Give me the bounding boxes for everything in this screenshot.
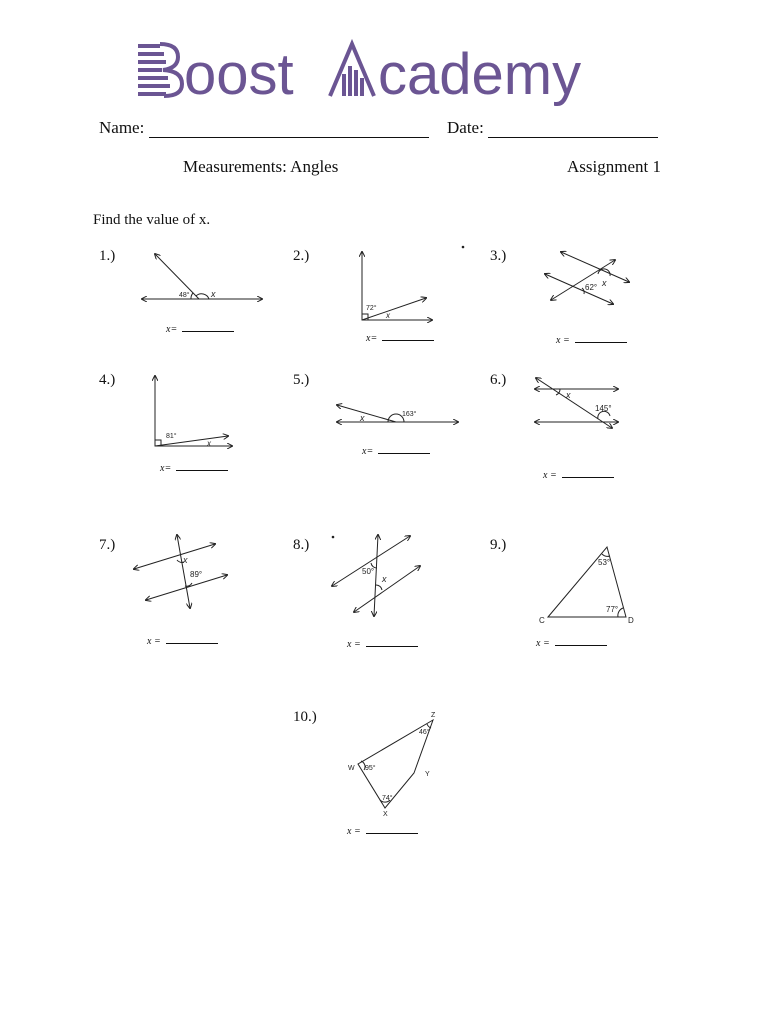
label: x [207,439,211,448]
problem-4-number: 4.) [99,372,116,388]
problem-3-number: 3.) [490,248,507,264]
label: 46° [419,729,430,736]
answer-label: x = [543,470,557,481]
problem-4-figure [155,376,232,448]
label: 53° [598,558,611,567]
label: C [539,616,545,625]
problem-7-figure [134,535,227,608]
problem-3-figure [545,252,629,304]
answer-label: x = [536,638,550,649]
problem-5-figure [337,405,458,423]
label: Y [425,771,430,778]
logo-wordmark-cademy: cademy [378,42,582,107]
answer-label: x= [362,446,374,457]
problem-8-figure [332,535,420,616]
label: 62° [585,283,598,292]
subject-title: Measurements: Angles [183,157,339,176]
date-label: Date: [447,118,484,137]
problem-8-number: 8.) [293,537,310,553]
problem-9-number: 9.) [490,537,507,553]
answer-label: x = [347,826,361,837]
label: x [360,413,365,423]
problem-5-number: 5.) [293,372,310,388]
problem-7-number: 7.) [99,537,116,553]
label: 145° [595,404,612,413]
assignment-title: Assignment 1 [567,157,661,176]
label: x [386,311,390,320]
label: D [628,616,634,625]
label: 77° [606,605,619,614]
problem-1-number: 1.) [99,248,116,264]
label: 81° [166,433,177,440]
label: W [348,765,355,772]
label: x [382,574,387,584]
problem-6-figure [535,378,618,428]
answer-label: x = [147,636,161,647]
label: 48° [179,292,190,299]
label: x [602,278,607,288]
problem-1-figure [142,254,262,299]
answer-label: x = [347,639,361,650]
label: x [183,555,188,565]
label: 72° [366,305,377,312]
instructions: Find the value of x. [93,212,211,228]
label: 89° [190,570,203,579]
problem-10-figure [348,712,436,818]
answer-label: x= [160,463,172,474]
answer-label: x = [556,335,570,346]
name-label: Name: [99,118,145,137]
label: 74° [382,795,393,802]
answer-label: x= [366,333,378,344]
label: X [383,811,388,818]
problem-9-figure [539,547,634,625]
label: x [211,289,216,299]
label: x [566,390,571,400]
problem-2-number: 2.) [293,248,310,264]
logo-wordmark-rest: oost [184,42,294,107]
label: Z [431,712,436,719]
answer-label: x= [166,324,178,335]
label: 95° [365,765,376,772]
problem-2-figure [362,246,464,320]
problem-6-number: 6.) [490,372,507,388]
label: 50° [362,567,375,576]
label: 163° [402,411,417,418]
problem-10-number: 10.) [293,709,317,725]
